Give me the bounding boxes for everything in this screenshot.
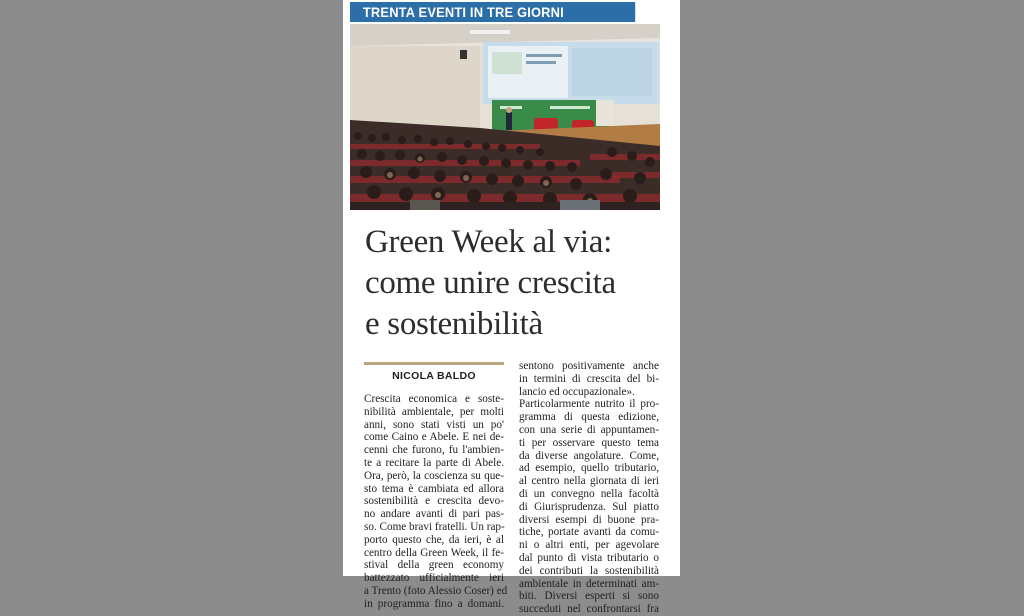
text-line: gramma di questa edizione, xyxy=(519,411,659,424)
text-line: con una serie di appuntamen- xyxy=(519,423,659,436)
text-line: in programma fino a domani. xyxy=(364,597,504,610)
text-line: in termini di crescita del bi- xyxy=(519,372,659,385)
text-line: Crescita economica e soste- xyxy=(364,393,504,405)
headline xyxy=(365,222,675,345)
text-line: diversi esempi di buone pra- xyxy=(519,513,659,526)
text-line: tiche, portate avanti da comu- xyxy=(519,526,659,539)
text-line: centro della Green Week, il fe- xyxy=(364,546,504,559)
article-column-1 xyxy=(364,393,508,611)
article-column-2 xyxy=(519,360,659,616)
text-line: da diverse angolature. Come, xyxy=(519,449,659,462)
text-line: biti. Diversi esperti si sono xyxy=(519,590,659,603)
text-line: no andare avanti di pari pas- xyxy=(364,508,504,521)
text-line: ad esempio, quello tributario, xyxy=(519,462,659,475)
text-line: sostenibilità e crescita devo- xyxy=(364,495,504,508)
text-line: battezzato ufficialmente ieri xyxy=(364,572,504,585)
text-line: succeduti nel confrontarsi fra xyxy=(519,603,659,616)
text-line: di un convegno nella facoltà xyxy=(519,487,659,500)
text-line: di Giurisprudenza. Sul piatto xyxy=(519,500,659,513)
text-line: Ora, però, la coscienza su que- xyxy=(364,469,504,482)
byline: NICOLA BALDO xyxy=(392,370,476,382)
text-line: dei contributi la sostenibilità xyxy=(519,564,659,577)
headline-line: e sostenibilità xyxy=(365,306,543,342)
text-line: sentono positivamente anche xyxy=(519,360,659,372)
newspaper-page xyxy=(343,0,680,616)
headline-line: Green Week al via: xyxy=(365,224,612,260)
text-line: nibilità ambientale, per molti xyxy=(364,405,504,418)
byline-rule xyxy=(364,362,504,365)
text-line: ni o altri enti, per agevolare xyxy=(519,539,659,552)
text-line: sto tema è cambiata ed allora xyxy=(364,482,504,495)
section-kicker: TRENTA EVENTI IN TRE GIORNI xyxy=(350,2,635,22)
text-line: al centro nella giornata di ieri xyxy=(519,475,659,488)
text-line: a Trento (foto Alessio Coser) ed xyxy=(364,584,508,597)
text-line: ambientale in determinati am- xyxy=(519,577,659,590)
text-line: come Caino e Abele. E nei de- xyxy=(364,431,504,444)
auditorium-image xyxy=(350,24,660,210)
headline-line: come unire crescita xyxy=(365,265,616,301)
text-line: anni, sono stati visti un po' xyxy=(364,418,504,431)
text-line: porto questo che, da ieri, è al xyxy=(364,533,504,546)
text-line: te a recitare la parte di Abele. xyxy=(364,456,504,469)
text-line: lancio ed occupazionale». xyxy=(519,385,635,398)
text-line: stival della green economy xyxy=(364,559,504,572)
text-line: so. Come bravi fratelli. Un rap- xyxy=(364,520,505,533)
conference-photo xyxy=(350,24,660,210)
text-line: Particolarmente nutrito il pro- xyxy=(519,398,659,411)
text-line: dal punto di vista tributario o xyxy=(519,551,659,564)
text-line: cenni che furono, fu l'ambien- xyxy=(364,444,504,457)
text-line: ti per osservare questo tema xyxy=(519,436,659,449)
